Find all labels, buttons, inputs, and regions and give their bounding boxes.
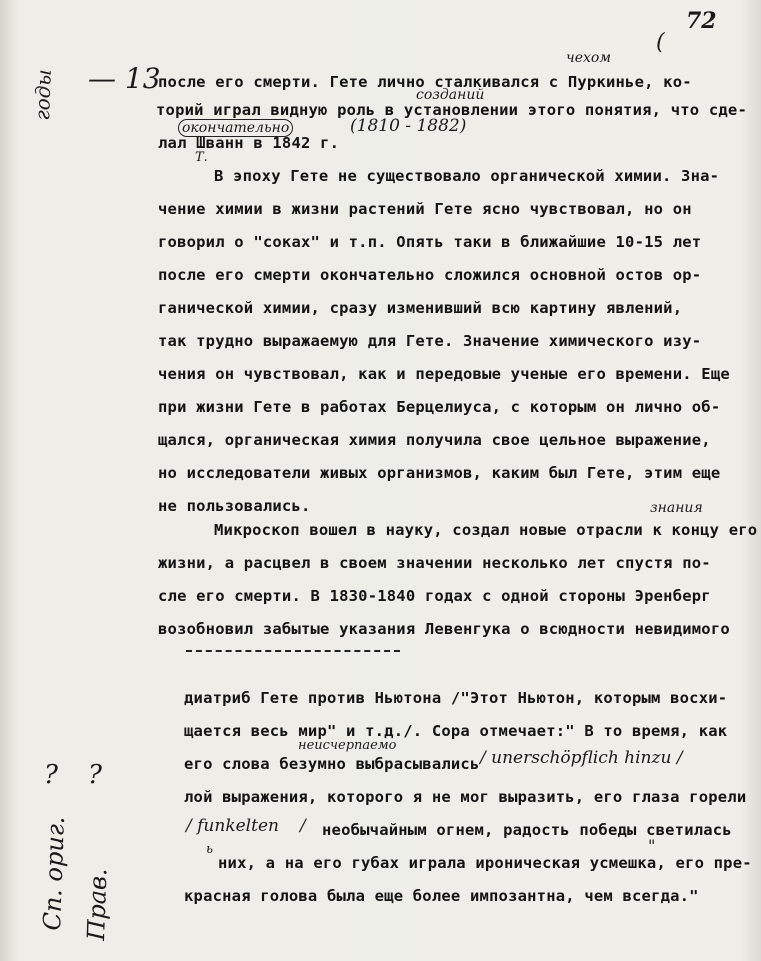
- margin-note-prav: Прав.: [82, 867, 113, 941]
- text-line-23: необычайным огнем, радость победы светилась: [322, 821, 732, 839]
- annotation-ikh: ь: [206, 842, 214, 857]
- text-line-3: лал Шванн в 1842 г.: [158, 134, 340, 152]
- text-line-4: В эпоху Гете не существовало органической химии. Зна-: [214, 167, 720, 185]
- text-line-25: красная голова была еще более импозантна, чем всегда.": [184, 887, 699, 905]
- text-line-20: щается весь мир" и т.д./. Сора отмечает:" В то время, как: [184, 722, 728, 740]
- text-line-18: возобновил забытые указания Левенгука о всюдности невидимого: [158, 620, 730, 638]
- text-line-7: после его смерти окончательно сложился основной остов ор-: [158, 266, 702, 284]
- text-line-19: диатриб Гете против Ньютона /"Этот Ньютон, которым восхи-: [184, 689, 728, 707]
- annotation-slash: /: [300, 816, 306, 836]
- margin-question-1: ?: [44, 760, 58, 790]
- footnote-separator: [186, 650, 400, 652]
- text-line-17: сле его смерти. В 1830-1840 годах с одной стороны Эренберг: [158, 587, 711, 605]
- text-line-13: но исследователи живых организмов, каким был Гете, этим еще: [158, 464, 721, 482]
- annotation-years: (1810 - 1882): [350, 116, 467, 136]
- annotation-funkelten: / funkelten: [186, 816, 279, 836]
- annotation-okonchatelno: окончательно: [178, 119, 293, 137]
- text-line-12: щался, органическая химия получила свое цельное выражение,: [158, 431, 711, 449]
- text-line-8: ганической химии, сразу изменивший всю картину явлений,: [158, 299, 683, 317]
- margin-section-number: — 13: [88, 62, 161, 95]
- annotation-znaniya: знания: [650, 500, 703, 516]
- text-line-6: говорил о "соках" и т.п. Опять таки в ближайшие 10-15 лет: [158, 233, 702, 251]
- margin-note-sp-orig: Сп. ориг.: [38, 815, 70, 931]
- text-line-16: жизни, а расцвел в своем значении несколько лет спустя по-: [158, 554, 711, 572]
- page-number: 72: [686, 8, 717, 34]
- text-line-15: Микроскоп вошел в науку, создал новые отрасли к концу его: [214, 521, 758, 539]
- text-line-1: после его смерти. Гете лично сталкивался с Пуркинье, ко-: [158, 73, 692, 91]
- margin-note-paren: (: [656, 30, 665, 55]
- margin-question-2: ?: [88, 760, 102, 790]
- text-line-11: при жизни Гете в работах Берцелиуса, с которым он лично об-: [158, 398, 721, 416]
- annotation-neischerpaemo: неисчерпаемо: [298, 738, 397, 753]
- annotation-chekhom: чехом: [566, 50, 611, 66]
- text-line-22: лой выражения, которого я не мог выразить, его глаза горели: [184, 788, 747, 806]
- text-line-9: так трудно выражаемую для Гете. Значение химического изу-: [158, 332, 702, 350]
- text-line-21: его слова безумно выбрасывались: [184, 755, 480, 773]
- text-line-24: них, а на его губах играла ироническая усмешка, его пре-: [218, 854, 752, 872]
- annotation-unerschopflich: / unerschöpflich hinzu /: [480, 748, 683, 768]
- annotation-t: Т.: [195, 150, 208, 165]
- margin-note-years: годы: [30, 68, 56, 121]
- annotation-quote-mark: ": [648, 836, 656, 855]
- text-line-14: не пользовались.: [158, 497, 311, 515]
- text-line-2-content: торий играл видную роль в установлении этого понятия, что сде-: [156, 101, 747, 119]
- annotation-sozdanii: созданий: [416, 87, 485, 103]
- text-line-5: чение химии в жизни растений Гете ясно чувствовал, но он: [158, 200, 692, 218]
- text-line-10: чения он чувствовал, как и передовые ученые его времени. Еще: [158, 365, 730, 383]
